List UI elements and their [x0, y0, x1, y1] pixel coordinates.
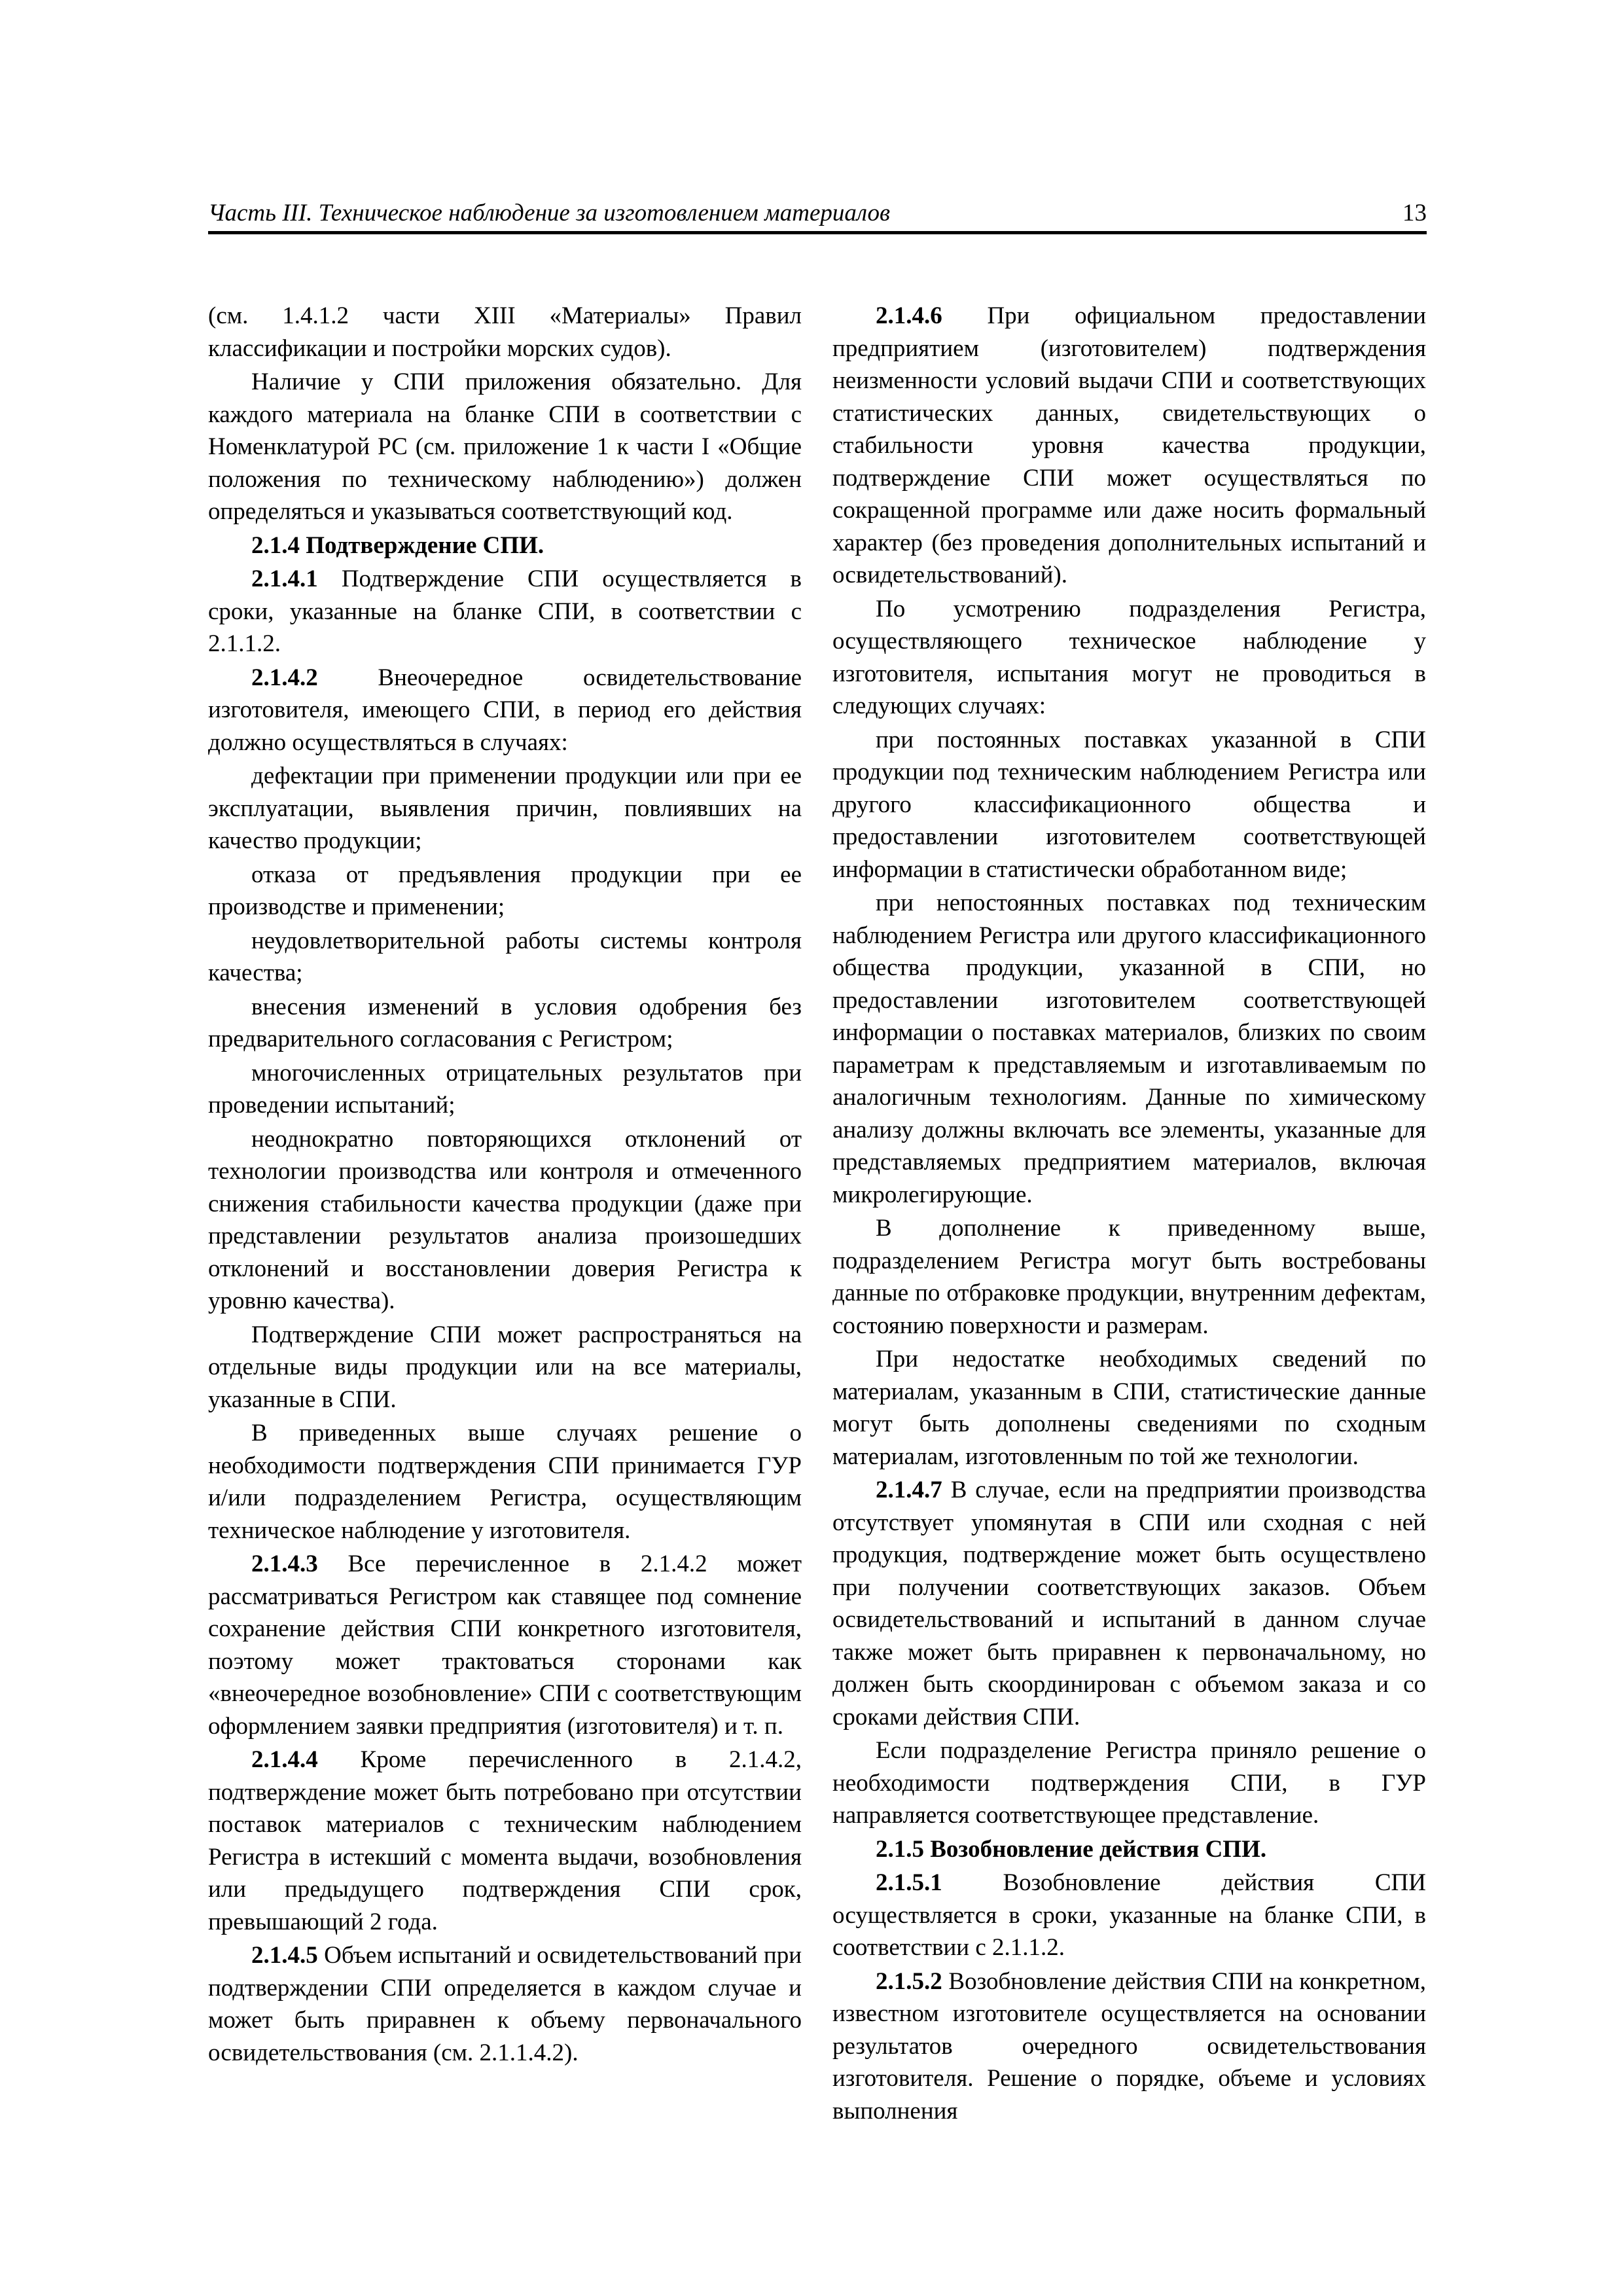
- clause-number: 2.1.4.6: [876, 302, 942, 329]
- paragraph-text: Наличие у СПИ приложения обязательно. Для каждого материала на бланке СПИ в соответствии с Номенклатурой РС (см. приложение 1 к части I «Общие положения по техническому наблюдению») должен определяться и указываться соответствующий код.: [208, 368, 802, 525]
- paragraph-text: при непостоянных поставках под техническим наблюдением Регистра или другого классификационного общества продукции, указанной в СПИ, но предоставлении изготовителем соответствующей информации о поставках материалов, близких по своим параметрам к представляемым и изготавливаемым по аналогичным технологиям. Данные по химическому анализу должны включать все элементы, указанные для представляемых предприятием материалов, включая микролегирующие.: [832, 889, 1426, 1208]
- paragraph: [208, 300, 802, 365]
- paragraph-text: неудовлетворительной работы системы контроля качества;: [208, 927, 802, 986]
- paragraph-text: Подтверждение СПИ может распространяться на отдельные виды продукции или на все материалы, указанные в СПИ.: [208, 1321, 802, 1413]
- running-header: [208, 200, 1427, 231]
- right-column: [832, 300, 1426, 2128]
- section-title: Подтверждение СПИ.: [306, 531, 544, 559]
- paragraph-text: В дополнение к приведенному выше, подразделением Регистра могут быть востребованы данные по отбраковке продукции, внутренним дефектам, состоянию поверхности и размерам.: [832, 1215, 1426, 1339]
- paragraph: [208, 1319, 802, 1416]
- clause-number: 2.1.5.1: [876, 1869, 942, 1896]
- paragraph: [208, 859, 802, 924]
- section-heading: [208, 529, 802, 562]
- paragraph: [208, 991, 802, 1056]
- left-column: [208, 300, 802, 2070]
- paragraph-text: многочисленных отрицательных результатов при проведении испытаний;: [208, 1059, 802, 1119]
- header-divider: [208, 231, 1427, 234]
- paragraph: [832, 1343, 1426, 1473]
- clause-text: Внеочередное освидетельствование изготовителя, имеющего СПИ, в период его действия должно осуществляться в случаях:: [208, 664, 802, 756]
- paragraph: [832, 1212, 1426, 1342]
- header-title: Часть III. Техническое наблюдение за изготовлением материалов: [208, 200, 891, 226]
- paragraph: [832, 887, 1426, 1211]
- paragraph: [832, 1734, 1426, 1832]
- clause-text: Все перечисленное в 2.1.4.2 может рассматриваться Регистром как ставящее под сомнение сохранение действия СПИ конкретного изготовителя, поэтому может трактоваться сторонами как «внеочередное возобновление» СПИ с соответствующим оформлением заявки предприятия (изготовителя) и т. п.: [208, 1551, 802, 1740]
- paragraph: [208, 1057, 802, 1122]
- clause-paragraph: [208, 563, 802, 660]
- paragraph: [208, 760, 802, 857]
- clause-text: В случае, если на предприятии производства отсутствует упомянутая в СПИ или сходная с ней продукция, подтверждение может быть осуществлено при получении соответствующих заказов. Объем освидетельствований и испытаний в данном случае также может быть приравнен к первоначальному, но должен быть скоординирован с объемом заказа и со сроками действия СПИ.: [832, 1477, 1426, 1731]
- paragraph-text: (см. 1.4.1.2 части XIII «Материалы» Правил классификации и постройки морских судов).: [208, 302, 802, 362]
- clause-text: Кроме перечисленного в 2.1.4.2, подтверждение может быть потребовано при отсутствии поставок материалов с техническим наблюдением Регистра в истекший с момента выдачи, возобновления или предыдущего подтверждения СПИ срок, превышающий 2 года.: [208, 1746, 802, 1935]
- paragraph: [208, 925, 802, 990]
- clause-paragraph: [832, 1474, 1426, 1733]
- clause-paragraph: [832, 1867, 1426, 1964]
- paragraph-text: при постоянных поставках указанной в СПИ продукции под техническим наблюдением Регистра или другого классификационного общества и предоставлении изготовителем соответствующей информации в статистически обработанном виде;: [832, 726, 1426, 883]
- clause-text: Возобновление действия СПИ на конкретном, известном изготовителе осуществляется на основании результатов очередного освидетельствования изготовителя. Решение о порядке, объеме и условиях выполнения: [832, 1967, 1426, 2125]
- clause-number: 2.1.5.2: [876, 1967, 942, 1995]
- section-heading: [832, 1833, 1426, 1866]
- section-number: 2.1.5: [876, 1835, 924, 1863]
- paragraph: [832, 593, 1426, 723]
- paragraph-text: неоднократно повторяющихся отклонений от технологии производства или контроля и отмеченного снижения стабильности качества продукции (даже при представлении результатов анализа произошедших отклонений и восстановлении доверия Регистра к уровню качества).: [208, 1125, 802, 1314]
- clause-number: 2.1.4.7: [876, 1477, 942, 1503]
- clause-text: Возобновление действия СПИ осуществляется в сроки, указанные на бланке СПИ, в соответствии с 2.1.1.2.: [832, 1869, 1426, 1961]
- paragraph-text: По усмотрению подразделения Регистра, осуществляющего техническое наблюдение у изготовителя, испытания могут не проводиться в следующих случаях:: [832, 595, 1426, 719]
- section-title: Возобновление действия СПИ.: [930, 1835, 1267, 1863]
- clause-paragraph: [832, 1965, 1426, 2128]
- clause-number: 2.1.4.2: [251, 664, 318, 691]
- paragraph-text: В приведенных выше случаях решение о необходимости подтверждения СПИ принимается ГУР и/или подразделением Регистра, осуществляющим техническое наблюдение у изготовителя.: [208, 1420, 802, 1544]
- paragraph: [832, 724, 1426, 886]
- clause-number: 2.1.4.5: [251, 1942, 318, 1969]
- page-number: 13: [1402, 200, 1427, 226]
- clause-number: 2.1.4.3: [251, 1551, 318, 1577]
- clause-paragraph: [208, 1744, 802, 1938]
- clause-text: Объем испытаний и освидетельствований при подтверждении СПИ определяется в каждом случае и может быть приравнен к объему первоначального освидетельствования (см. 2.1.1.4.2).: [208, 1942, 802, 2066]
- clause-text: Подтверждение СПИ осуществляется в сроки, указанные на бланке СПИ, в соответствии с 2.1.1.2.: [208, 565, 802, 657]
- paragraph: [208, 1123, 802, 1318]
- clause-number: 2.1.4.4: [251, 1746, 318, 1773]
- clause-paragraph: [208, 662, 802, 759]
- clause-text: При официальном предоставлении предприятием (изготовителем) подтверждения неизменности условий выдачи СПИ и соответствующих статистических данных, свидетельствующих о стабильности уровня качества продукции, подтверждение СПИ может осуществляться по сокращенной программе или даже носить формальный характер (без проведения дополнительных испытаний и освидетельствований).: [832, 302, 1427, 588]
- clause-paragraph: [208, 1939, 802, 2069]
- paragraph-text: внесения изменений в условия одобрения без предварительного согласования с Регистром;: [208, 993, 802, 1052]
- paragraph-text: дефектации при применении продукции или при ее эксплуатации, выявления причин, повлиявших на качество продукции;: [208, 762, 802, 854]
- paragraph: [208, 366, 802, 528]
- clause-paragraph: [208, 1548, 802, 1742]
- paragraph-text: отказа от предъявления продукции при ее производстве и применении;: [208, 861, 802, 920]
- clause-paragraph: [832, 300, 1426, 592]
- section-number: 2.1.4: [251, 531, 300, 559]
- paragraph-text: При недостатке необходимых сведений по материалам, указанным в СПИ, статистические данные могут быть дополнены сведениями по сходным материалам, изготовленным по той же технологии.: [832, 1346, 1426, 1470]
- paragraph: [208, 1417, 802, 1547]
- paragraph-text: Если подразделение Регистра приняло решение о необходимости подтверждения СПИ, в ГУР направляется соответствующее представление.: [832, 1737, 1426, 1829]
- clause-number: 2.1.4.1: [251, 565, 318, 592]
